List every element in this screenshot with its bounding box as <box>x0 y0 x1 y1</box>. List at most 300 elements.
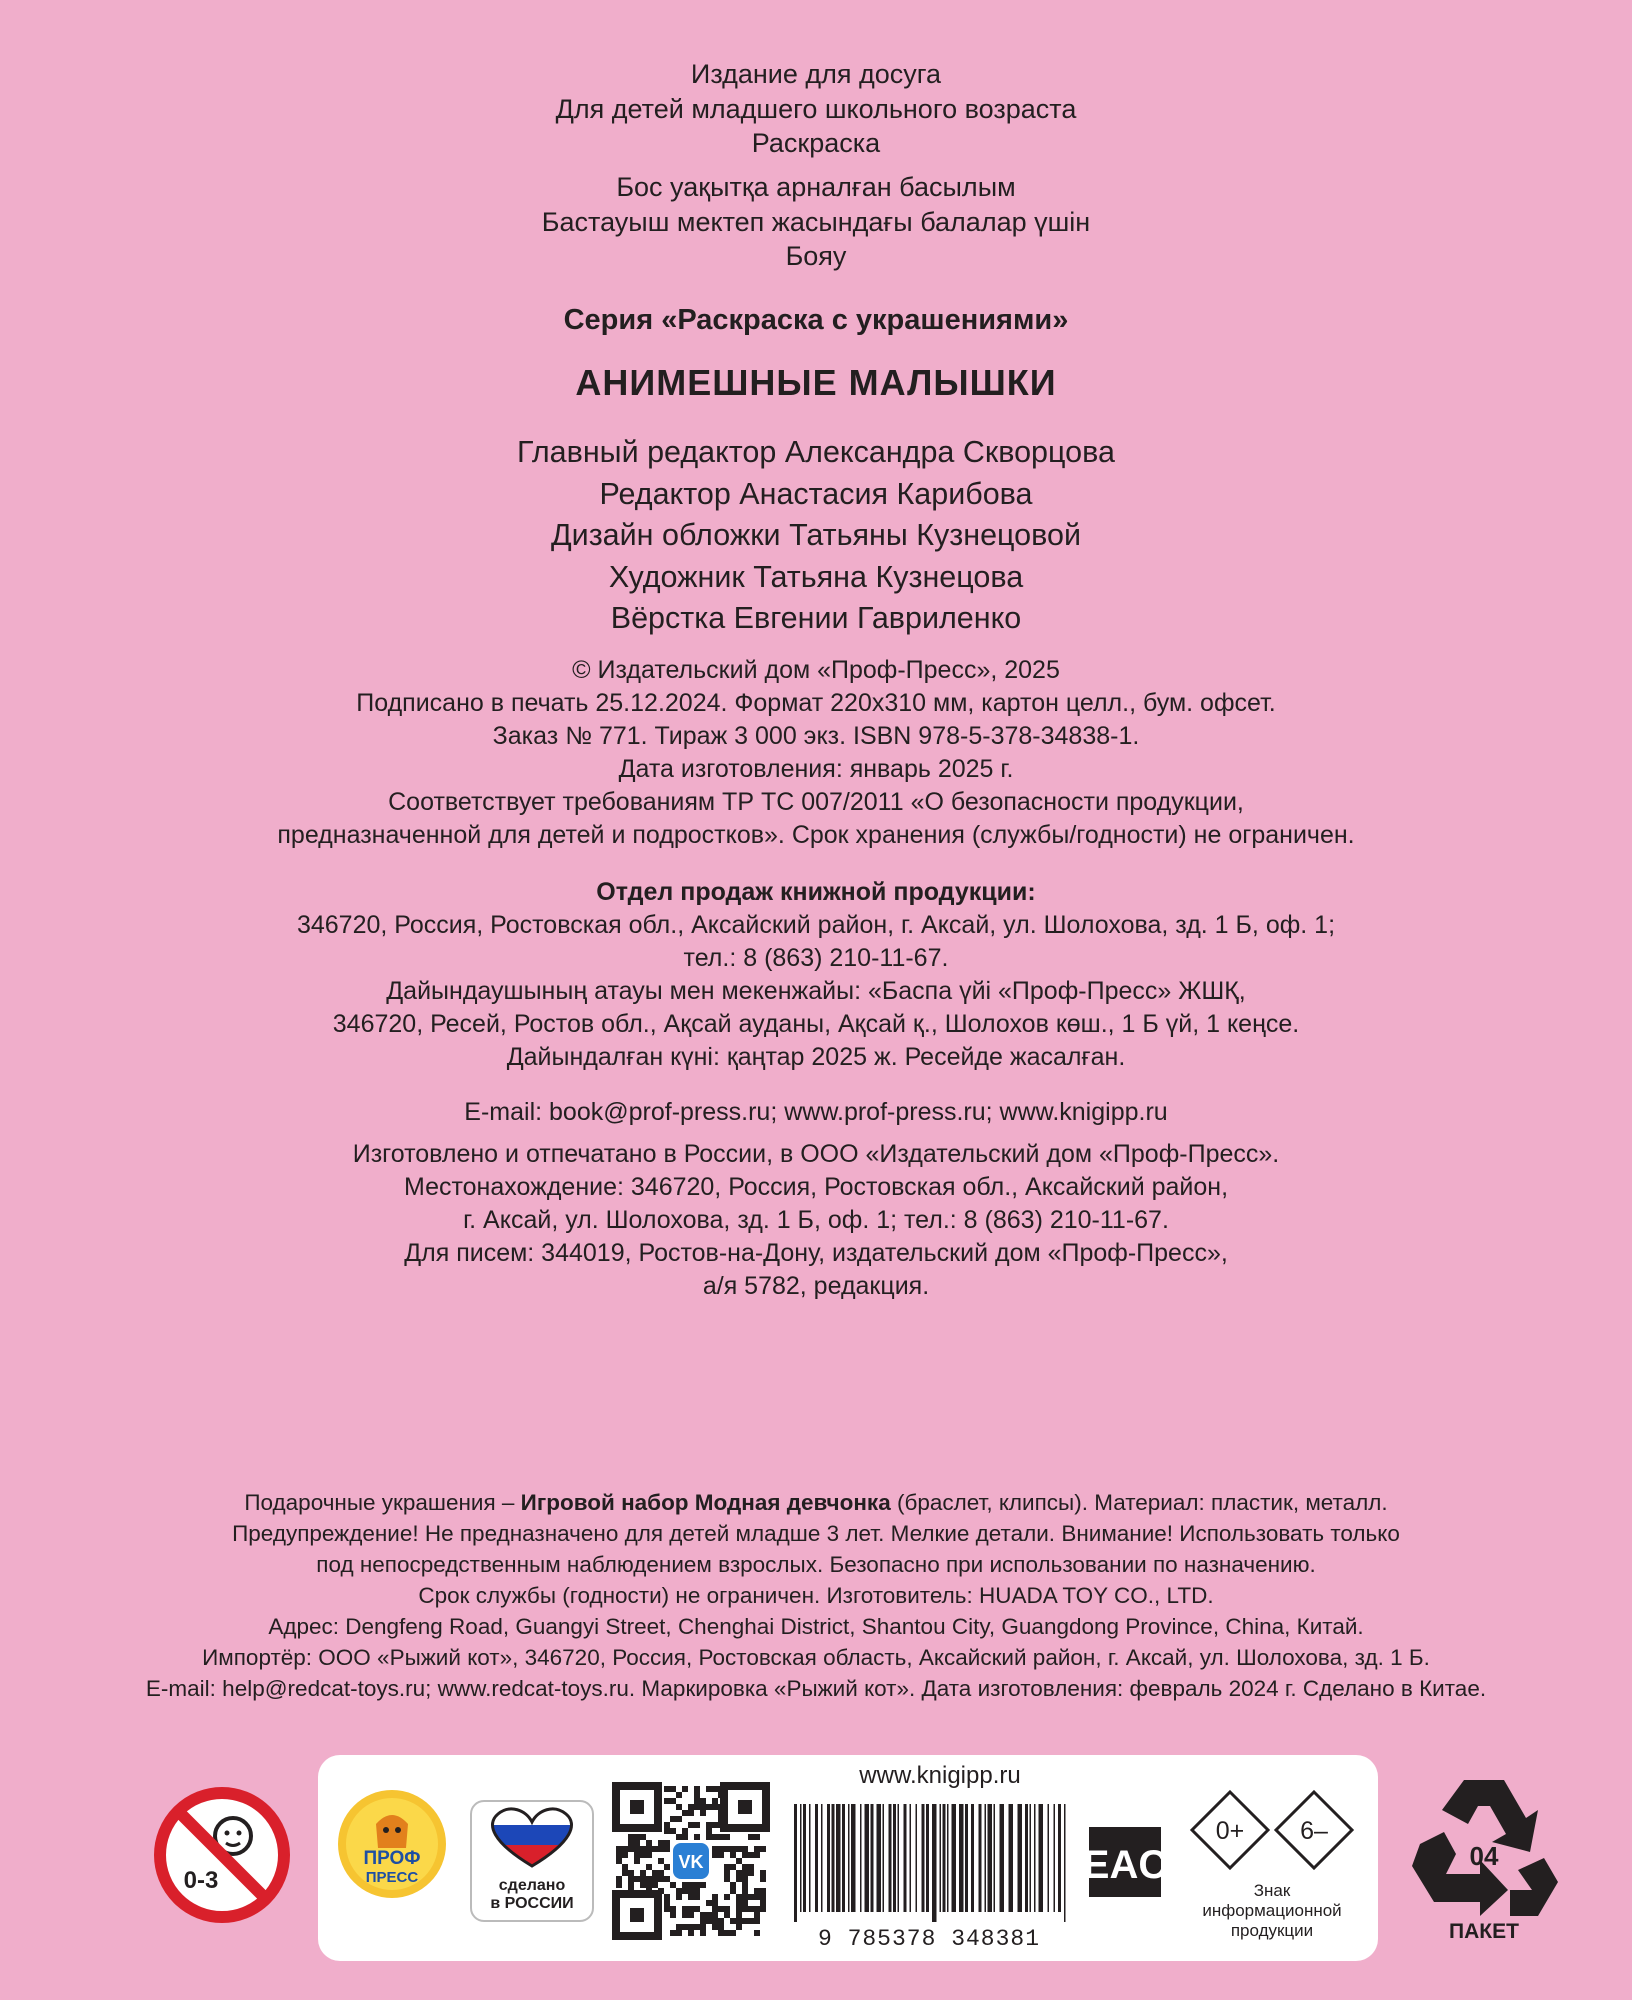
qr-module <box>646 1882 652 1888</box>
qr-module <box>670 1882 676 1888</box>
qr-module <box>688 1894 694 1900</box>
barcode-bar <box>1018 1804 1023 1912</box>
qr-module <box>682 1810 688 1816</box>
qr-module <box>628 1870 634 1876</box>
qr-module <box>670 1828 676 1834</box>
qr-module <box>736 1900 742 1906</box>
manufacturer-line: а/я 5782, редакция. <box>702 1272 930 1300</box>
qr-module <box>688 1930 694 1936</box>
qr-module <box>712 1798 718 1804</box>
barcode-bar <box>943 1804 946 1912</box>
qr-module <box>676 1930 682 1936</box>
qr-module <box>622 1870 628 1876</box>
barcode-bar <box>860 1804 862 1912</box>
qr-module <box>742 1876 748 1882</box>
qr-module <box>742 1894 748 1900</box>
qr-module <box>712 1894 718 1900</box>
barcode-bar <box>809 1804 811 1912</box>
barcode-bar <box>1030 1804 1032 1912</box>
barcode-bar <box>985 1804 987 1912</box>
recycle-icon <box>1402 1766 1566 1942</box>
qr-module <box>748 1870 754 1876</box>
intro-line: Бос уақытқа арналған басылым <box>616 172 1016 202</box>
qr-module <box>676 1924 682 1930</box>
qr-module <box>754 1846 760 1852</box>
qr-module <box>736 1858 742 1864</box>
qr-module <box>712 1846 718 1852</box>
barcode-bar <box>877 1804 882 1912</box>
barcode-bar <box>803 1804 806 1912</box>
made-in-russia-badge <box>470 1800 594 1922</box>
barcode-bar <box>971 1804 974 1912</box>
barcode-bar <box>851 1804 856 1912</box>
qr-module <box>634 1852 640 1858</box>
qr-module <box>646 1840 652 1846</box>
qr-module <box>718 1834 724 1840</box>
qr-module <box>742 1900 748 1906</box>
barcode-bar <box>904 1804 907 1912</box>
qr-module <box>616 1876 622 1882</box>
qr-module <box>664 1900 670 1906</box>
intro-line: Издание для досуга <box>690 59 942 89</box>
intro-block <box>0 57 1632 161</box>
qr-module <box>640 1882 646 1888</box>
qr-module <box>718 1930 724 1936</box>
qr-module <box>742 1846 748 1852</box>
qr-module <box>670 1930 676 1936</box>
qr-module <box>712 1822 718 1828</box>
qr-module <box>706 1828 712 1834</box>
sales-heading: Отдел продаж книжной продукции: <box>596 878 1036 906</box>
barcode-bar <box>1058 1804 1061 1912</box>
qr-module <box>664 1876 670 1882</box>
qr-module <box>646 1864 652 1870</box>
barcode-bar <box>821 1804 823 1912</box>
qr-module <box>694 1804 700 1810</box>
qr-module <box>700 1804 706 1810</box>
qr-module <box>754 1894 760 1900</box>
barcode-bar <box>889 1804 892 1912</box>
qr-module <box>688 1822 694 1828</box>
qr-module <box>664 1786 670 1792</box>
barcode-bar <box>952 1804 957 1912</box>
barcode-bar <box>979 1804 982 1912</box>
email-line: E-mail: book@prof-press.ru; www.prof-press.ru; www.knigipp.ru <box>464 1098 1168 1126</box>
imprint-block <box>0 654 1632 852</box>
qr-module <box>640 1846 646 1852</box>
qr-module <box>622 1852 628 1858</box>
qr-module <box>658 1858 664 1864</box>
barcode-bar <box>940 1804 942 1912</box>
barcode-bar <box>959 1804 964 1912</box>
toy-line: Предупреждение! Не предназначено для детей младше 3 лет. Мелкие детали. Внимание! Использовать только <box>232 1521 1400 1546</box>
qr-module <box>646 1846 652 1852</box>
publisher-logo <box>336 1788 448 1900</box>
toy-line: Адрес: Dengfeng Road, Guangyi Street, Chenghai District, Shantou City, Guangdong Province, China, Китай. <box>268 1614 1364 1639</box>
age-warning-text: 0-3 <box>183 1867 219 1894</box>
qr-module <box>676 1804 682 1810</box>
barcode-bar <box>1048 1804 1050 1912</box>
intro-line: Бастауыш мектеп жасындағы балалар үшін <box>541 206 1091 237</box>
barcode-bar <box>800 1804 802 1912</box>
qr-module <box>676 1792 682 1798</box>
toy-line: Импортёр: ООО «Рыжий кот», 346720, Россия, Ростовская область, Аксайский район, г. Аксай, ул. Шолохова, зд. 1 Б. <box>202 1645 1430 1670</box>
barcode-bar <box>916 1804 918 1912</box>
qr-module <box>634 1858 640 1864</box>
credit-line: Редактор Анастасия Карибова <box>599 476 1033 511</box>
qr-module <box>628 1882 634 1888</box>
manufacturer-line: Местонахождение: 346720, Россия, Ростовская обл., Аксайский район, <box>403 1173 1229 1201</box>
qr-module <box>694 1792 700 1798</box>
qr-module <box>694 1894 700 1900</box>
qr-module <box>616 1858 622 1864</box>
qr-module <box>742 1888 748 1894</box>
qr-module <box>736 1924 742 1930</box>
qr-module <box>664 1822 670 1828</box>
manufacturer-line: г. Аксай, ул. Шолохова, зд. 1 Б, оф. 1; тел.: 8 (863) 210-11-67. <box>463 1206 1169 1234</box>
qr-module <box>736 1906 742 1912</box>
qr-module <box>652 1876 658 1882</box>
qr-module <box>700 1882 706 1888</box>
qr-module <box>640 1870 646 1876</box>
qr-module <box>688 1888 694 1894</box>
qr-module <box>754 1834 760 1840</box>
age-warning-icon <box>153 1786 291 1924</box>
age-plus-text: 0+ <box>1215 1817 1245 1845</box>
qr-module <box>754 1906 760 1912</box>
qr-module <box>718 1906 724 1912</box>
qr-module <box>706 1918 712 1924</box>
qr-module <box>694 1924 700 1930</box>
qr-module <box>718 1918 724 1924</box>
barcode-bar <box>865 1804 870 1912</box>
qr-module <box>742 1882 748 1888</box>
barcode-bar <box>898 1804 900 1912</box>
qr-code <box>616 1786 766 1936</box>
imprint-line: Соответствует требованиям ТР ТС 007/2011 «О безопасности продукции, <box>388 788 1244 816</box>
qr-module <box>640 1834 646 1840</box>
qr-module <box>754 1888 760 1894</box>
qr-module <box>616 1882 622 1888</box>
qr-module <box>760 1894 766 1900</box>
barcode-bar <box>1025 1804 1028 1912</box>
qr-module <box>700 1924 706 1930</box>
qr-module <box>730 1864 736 1870</box>
qr-module <box>730 1918 736 1924</box>
toy-line: E-mail: help@redcat-toys.ru; www.redcat-toys.ru. Маркировка «Рыжий кот». Дата изготовления: февраль 2024 г. Сделано в Китае. <box>145 1676 1487 1701</box>
imprint-line: предназначенной для детей и подростков». Срок хранения (службы/годности) не ограничен. <box>277 821 1355 849</box>
qr-module <box>712 1924 718 1930</box>
qr-module <box>736 1912 742 1918</box>
sales-phone: тел.: 8 (863) 210-11-67. <box>683 944 949 972</box>
contact-email <box>0 1096 1632 1129</box>
qr-module <box>664 1846 670 1852</box>
qr-module <box>730 1888 736 1894</box>
publisher-logo-top: ПРОФ <box>363 1848 421 1869</box>
qr-module <box>658 1876 664 1882</box>
barcode-bar <box>1000 1804 1005 1912</box>
qr-module <box>760 1846 766 1852</box>
qr-module <box>712 1804 718 1810</box>
qr-module <box>760 1900 766 1906</box>
qr-module <box>736 1876 742 1882</box>
made-in-text: сделано в РОССИИ <box>490 1877 574 1912</box>
qr-module <box>712 1906 718 1912</box>
qr-module <box>700 1912 706 1918</box>
barcode-bar <box>922 1804 925 1912</box>
intro-line: Для детей младшего школьного возраста <box>555 93 1077 124</box>
barcode-bar <box>1039 1804 1044 1912</box>
qr-module <box>682 1882 688 1888</box>
barcode-bar <box>815 1804 818 1912</box>
barcode <box>784 1800 1074 1950</box>
qr-module <box>688 1810 694 1816</box>
qr-module <box>658 1870 664 1876</box>
qr-module <box>724 1930 730 1936</box>
manufacturer-block <box>0 1138 1632 1303</box>
qr-module <box>682 1828 688 1834</box>
barcode-bar <box>883 1804 885 1912</box>
barcode-bar <box>965 1804 968 1912</box>
qr-module <box>664 1906 670 1912</box>
qr-module <box>724 1876 730 1882</box>
barcode-bar <box>910 1804 912 1912</box>
qr-module <box>748 1834 754 1840</box>
toy-line: Срок службы (годности) не ограничен. Изготовитель: HUADA TOY CO., LTD. <box>418 1583 1214 1608</box>
qr-module <box>664 1864 670 1870</box>
qr-module <box>634 1834 640 1840</box>
qr-module <box>700 1798 706 1804</box>
qr-module <box>688 1882 694 1888</box>
barcode-bar <box>1009 1804 1014 1912</box>
qr-module <box>664 1798 670 1804</box>
qr-module <box>622 1846 628 1852</box>
qr-module <box>700 1930 706 1936</box>
qr-module <box>670 1912 676 1918</box>
qr-module <box>670 1906 676 1912</box>
series-title: Серия «Раскраска с украшениями» <box>563 304 1069 336</box>
credit-line: Художник Татьяна Кузнецова <box>608 559 1024 594</box>
sales-address: 346720, Россия, Ростовская обл., Аксайский район, г. Аксай, ул. Шолохова, зд. 1 Б, оф. 1; <box>296 911 1336 939</box>
book-title: АНИМЕШНЫЕ МАЛЫШКИ <box>575 362 1057 403</box>
barcode-bar <box>832 1804 835 1912</box>
qr-module <box>712 1852 718 1858</box>
barcode-bar <box>827 1804 830 1912</box>
qr-module <box>736 1870 742 1876</box>
qr-module <box>748 1894 754 1900</box>
qr-module <box>676 1894 682 1900</box>
toy-line: Подарочные украшения – Игровой набор Модная девчонка (браслет, клипсы). Материал: пластик, металл. <box>244 1490 1388 1515</box>
barcode-bar <box>1064 1804 1066 1922</box>
qr-module <box>730 1882 736 1888</box>
qr-module <box>688 1924 694 1930</box>
age-minus-text: 6– <box>1300 1817 1328 1845</box>
qr-module <box>616 1852 622 1858</box>
barcode-bar <box>794 1804 797 1922</box>
qr-module <box>640 1852 646 1858</box>
qr-module <box>748 1918 754 1924</box>
qr-module <box>712 1900 718 1906</box>
manufacturer-line: Для писем: 344019, Ростов-на-Дону, издательский дом «Проф-Пресс», <box>404 1239 1228 1267</box>
intro-kz-block <box>0 170 1632 274</box>
vk-badge-text: VK <box>678 1852 704 1872</box>
qr-module <box>628 1846 634 1852</box>
intro-line: Раскраска <box>751 128 881 158</box>
qr-module <box>712 1786 718 1792</box>
qr-module <box>634 1846 640 1852</box>
barcode-bar <box>836 1804 841 1912</box>
qr-module <box>718 1924 724 1930</box>
intro-line: Бояу <box>785 241 847 271</box>
qr-module <box>724 1864 730 1870</box>
recycle-label: ПАКЕТ <box>1449 1920 1519 1943</box>
info-product-sign <box>1186 1788 1358 1958</box>
barcode-bar <box>848 1804 850 1912</box>
qr-module <box>646 1876 652 1882</box>
qr-module <box>652 1870 658 1876</box>
qr-module <box>664 1828 670 1834</box>
imprint-line: © Издательский дом «Проф-Пресс», 2025 <box>572 656 1060 684</box>
imprint-line: Подписано в печать 25.12.2024. Формат 220х310 мм, картон целл., бум. офсет. <box>356 689 1276 717</box>
website-url[interactable]: www.knigipp.ru <box>859 1762 1021 1789</box>
qr-module <box>700 1810 706 1816</box>
heart-flag-icon <box>472 1802 592 1872</box>
qr-module <box>682 1906 688 1912</box>
qr-module <box>724 1846 730 1852</box>
qr-module <box>670 1816 676 1822</box>
qr-module <box>634 1840 640 1846</box>
qr-module <box>682 1924 688 1930</box>
credit-line: Вёрстка Евгении Гавриленко <box>610 601 1022 635</box>
qr-module <box>724 1894 730 1900</box>
toy-info-block <box>0 1487 1632 1704</box>
qr-module <box>724 1870 730 1876</box>
qr-module <box>622 1864 628 1870</box>
qr-module <box>754 1852 760 1858</box>
qr-module <box>742 1864 748 1870</box>
sales-kz-line: 346720, Ресей, Ростов обл., Ақсай ауданы, Ақсай қ., Шолохов көш., 1 Б үй, 1 кеңсе. <box>332 1010 1300 1038</box>
barcode-bar <box>926 1804 929 1912</box>
qr-module <box>706 1900 712 1906</box>
qr-module <box>688 1906 694 1912</box>
credits-block <box>0 432 1632 640</box>
qr-module <box>736 1846 742 1852</box>
qr-module <box>712 1834 718 1840</box>
sales-kz-line: Дайындаушының атауы мен мекенжайы: «Баспа үйі «Проф-Пресс» ЖШҚ, <box>386 977 1246 1005</box>
qr-module <box>706 1822 712 1828</box>
qr-module <box>736 1894 742 1900</box>
qr-module <box>748 1852 754 1858</box>
qr-module <box>688 1804 694 1810</box>
qr-module <box>724 1834 730 1840</box>
qr-module <box>676 1816 682 1822</box>
imprint-line: Дата изготовления: январь 2025 г. <box>618 755 1014 783</box>
qr-module <box>628 1840 634 1846</box>
qr-module <box>760 1906 766 1912</box>
qr-module <box>694 1834 700 1840</box>
qr-module <box>694 1882 700 1888</box>
manufacturer-line: Изготовлено и отпечатано в России, в ООО «Издательский дом «Проф-Пресс». <box>352 1140 1280 1168</box>
qr-module <box>742 1870 748 1876</box>
qr-module <box>700 1918 706 1924</box>
qr-module <box>742 1906 748 1912</box>
qr-module <box>694 1906 700 1912</box>
qr-module <box>694 1822 700 1828</box>
qr-module <box>730 1846 736 1852</box>
barcode-bar <box>1054 1804 1056 1912</box>
qr-module <box>694 1798 700 1804</box>
barcode-bar <box>947 1804 949 1912</box>
qr-module <box>760 1876 766 1882</box>
qr-module <box>742 1852 748 1858</box>
barcode-bar <box>871 1804 874 1912</box>
qr-module <box>718 1846 724 1852</box>
qr-module <box>670 1798 676 1804</box>
imprint-line: Заказ № 771. Тираж 3 000 экз. ISBN 978-5-378-34838-1. <box>492 722 1140 750</box>
qr-module <box>718 1852 724 1858</box>
qr-module <box>676 1834 682 1840</box>
qr-module <box>676 1888 682 1894</box>
sales-block <box>0 876 1632 1074</box>
qr-module <box>736 1918 742 1924</box>
qr-module <box>760 1870 766 1876</box>
barcode-digits: 9 785378 348381 <box>817 1926 1041 1952</box>
qr-module <box>706 1786 712 1792</box>
barcode-bar <box>988 1804 993 1912</box>
qr-module <box>628 1834 634 1840</box>
qr-module <box>640 1876 646 1882</box>
qr-module <box>760 1888 766 1894</box>
qr-module <box>682 1786 688 1792</box>
qr-module <box>706 1912 712 1918</box>
sales-kz-line: Дайындалған күні: қаңтар 2025 ж. Ресейде жасалған. <box>506 1043 1126 1071</box>
qr-module <box>616 1846 622 1852</box>
qr-module <box>658 1840 664 1846</box>
qr-module <box>664 1894 670 1900</box>
eac-mark-icon <box>1082 1826 1168 1898</box>
qr-module <box>706 1834 712 1840</box>
barcode-bar <box>932 1804 937 1922</box>
qr-module <box>694 1888 700 1894</box>
qr-module <box>694 1786 700 1792</box>
toy-line: под непосредственным наблюдением взрослых. Безопасно при использовании по назначению. <box>316 1552 1316 1577</box>
qr-module <box>748 1864 754 1870</box>
qr-module <box>754 1930 760 1936</box>
qr-module <box>730 1930 736 1936</box>
qr-module <box>664 1840 670 1846</box>
svg-text:EAC: EAC <box>1082 1843 1168 1887</box>
qr-module <box>682 1834 688 1840</box>
barcode-bar <box>842 1804 845 1912</box>
qr-module <box>706 1804 712 1810</box>
credit-line: Главный редактор Александра Скворцова <box>517 435 1115 469</box>
qr-module <box>724 1906 730 1912</box>
publisher-logo-bottom: ПРЕСС <box>365 1869 419 1886</box>
qr-module <box>652 1882 658 1888</box>
qr-module <box>712 1918 718 1924</box>
qr-module <box>688 1912 694 1918</box>
barcode-bar <box>893 1804 896 1912</box>
qr-module <box>730 1852 736 1858</box>
barcode-bar <box>994 1804 996 1912</box>
qr-module <box>712 1912 718 1918</box>
qr-module <box>682 1888 688 1894</box>
qr-module <box>754 1912 760 1918</box>
barcode-bar <box>1034 1804 1036 1912</box>
qr-module <box>754 1918 760 1924</box>
qr-module <box>628 1876 634 1882</box>
qr-module <box>652 1846 658 1852</box>
